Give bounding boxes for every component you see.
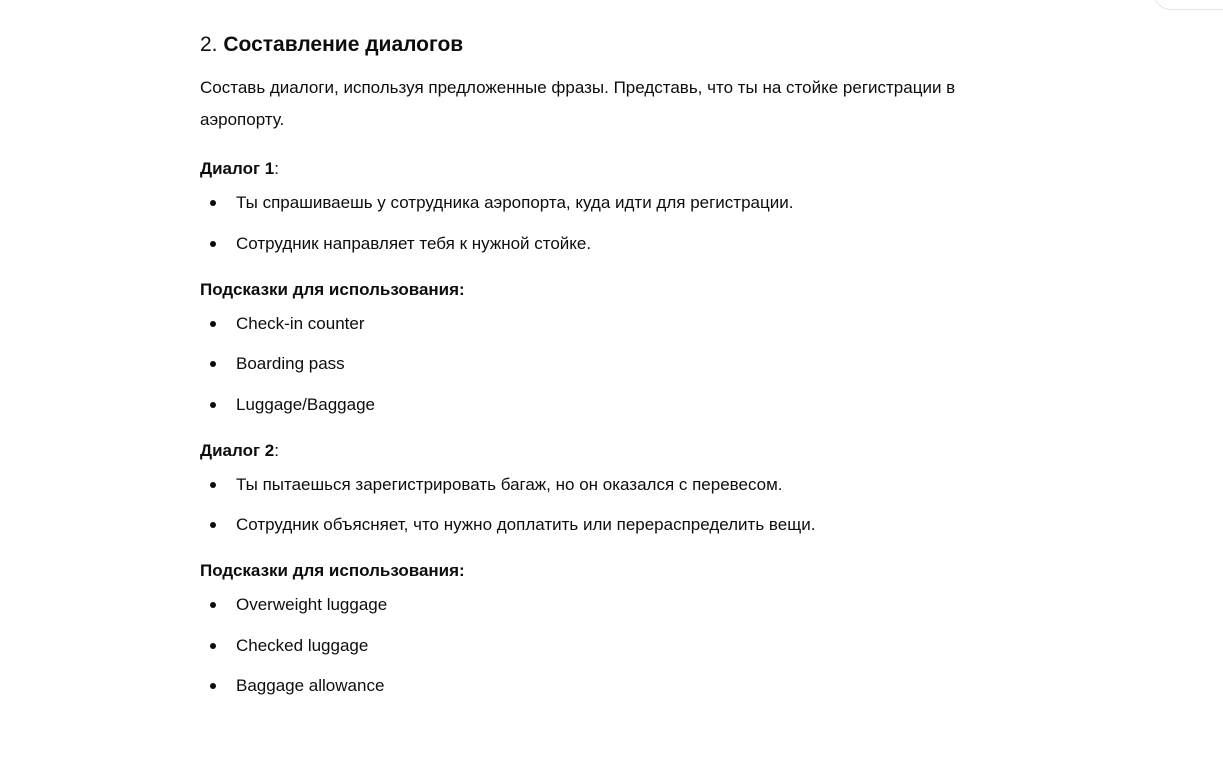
list-item xyxy=(200,392,1000,418)
list-item xyxy=(200,673,1000,699)
hints-1-list xyxy=(200,311,1000,418)
hints-2-label xyxy=(200,558,1000,584)
bullet-icon xyxy=(210,361,216,367)
list-item-text: Luggage/Baggage xyxy=(236,394,375,414)
hints-2-title: Подсказки для использования: xyxy=(200,561,465,580)
bullet-icon xyxy=(210,321,216,327)
bottom-fade xyxy=(0,764,1223,778)
dialog-1-colon: : xyxy=(274,159,279,178)
dialog-1-list xyxy=(200,190,1000,257)
list-item xyxy=(200,351,1000,377)
list-item-text: Ты спрашиваешь у сотрудника аэропорта, куда идти для регистрации. xyxy=(236,193,794,212)
top-right-panel-edge xyxy=(1153,0,1223,10)
bullet-icon xyxy=(210,683,216,689)
assistant-message-content xyxy=(200,30,1000,719)
dialog-2-list xyxy=(200,472,1000,539)
section-title: Составление диалогов xyxy=(223,33,464,56)
bullet-icon xyxy=(210,241,216,247)
bullet-icon xyxy=(210,643,216,649)
list-item-text: Сотрудник объясняет, что нужно доплатить или перераспределить вещи. xyxy=(236,515,816,534)
dialog-2-colon: : xyxy=(274,440,279,460)
bullet-icon xyxy=(210,200,216,206)
dialog-1-label xyxy=(200,156,1000,182)
list-item-text: Boarding pass xyxy=(236,354,345,373)
bullet-icon xyxy=(210,522,216,528)
list-item xyxy=(200,231,1000,257)
bullet-icon xyxy=(210,402,216,408)
list-item-text: Ты пытаешься зарегистрировать багаж, но он оказался с перевесом. xyxy=(236,474,783,494)
list-item-text: Baggage allowance xyxy=(236,676,385,695)
bullet-icon xyxy=(210,602,216,608)
bullet-icon xyxy=(210,482,216,488)
list-item xyxy=(200,633,1000,659)
section-intro: Составь диалоги, используя предложенные фразы. Представь, что ты на стойке регистрации в аэропорту. xyxy=(200,78,956,129)
dialog-1-title: Диалог 1 xyxy=(200,159,275,178)
dialog-2-title: Диалог 2 xyxy=(200,440,275,460)
hints-2-list xyxy=(200,592,1000,699)
list-item-text: Overweight luggage xyxy=(236,595,388,614)
list-item-text: Сотрудник направляет тебя к нужной стойке. xyxy=(236,233,592,253)
hints-1-label xyxy=(200,277,1000,303)
section-number: 2. xyxy=(200,33,218,56)
list-item xyxy=(200,592,1000,618)
list-item-text: Checked luggage xyxy=(236,635,369,655)
list-item xyxy=(200,472,1000,498)
dialog-2-label xyxy=(200,438,1000,464)
list-item xyxy=(200,311,1000,337)
section-heading xyxy=(200,30,1000,60)
hints-1-title: Подсказки для использования: xyxy=(200,279,465,299)
list-item-text: Check-in counter xyxy=(236,313,365,333)
list-item xyxy=(200,512,1000,538)
list-item xyxy=(200,190,1000,216)
